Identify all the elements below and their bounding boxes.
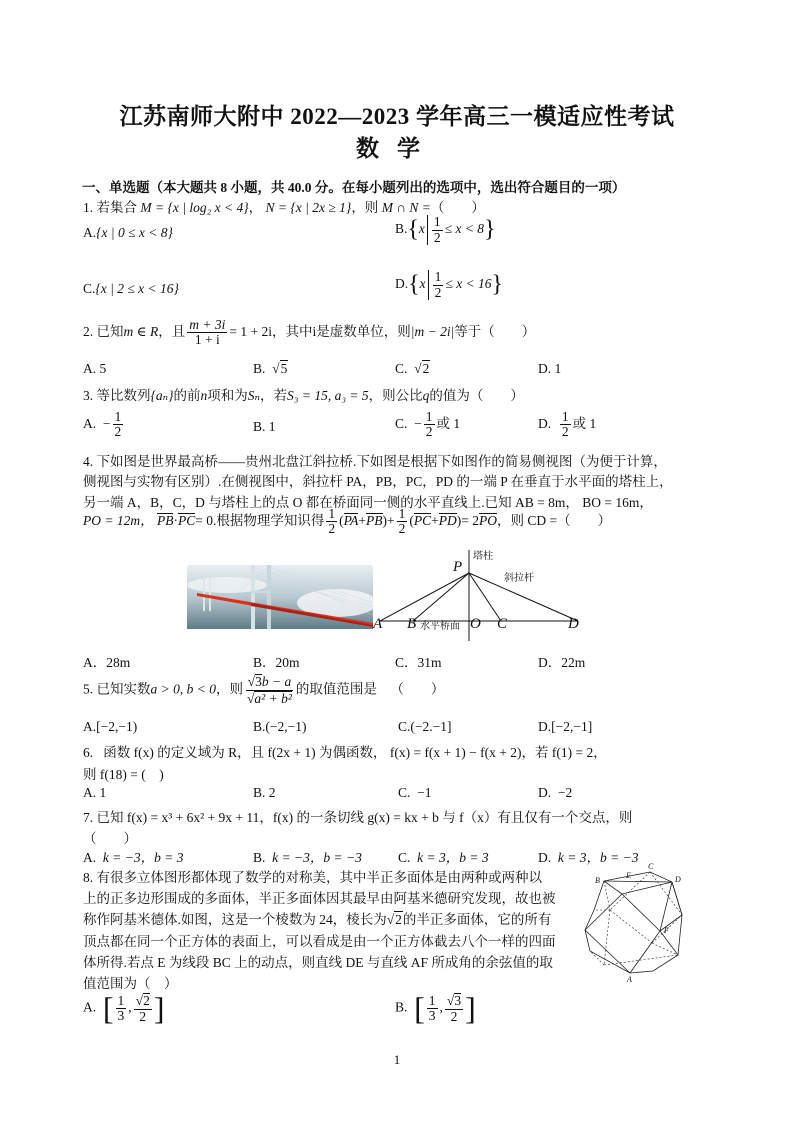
option-text: 22m <box>561 655 586 670</box>
numerator: √3b − a <box>247 674 292 689</box>
math: = 2 <box>461 512 480 528</box>
question-7-line-1 <box>83 806 632 826</box>
option-text: k = −3，b = −3 <box>272 850 362 865</box>
bracket-close: ] <box>153 990 165 1026</box>
polyhedron-outline <box>585 872 682 973</box>
brace-open: { <box>408 271 420 298</box>
sign: − <box>414 415 422 431</box>
option-label: C. <box>398 850 411 865</box>
radicand: 2 <box>143 993 150 1008</box>
option-text: k = 3，b = 3 <box>417 850 489 865</box>
stem-text: ，则 <box>351 200 379 215</box>
label-c: C <box>497 616 508 632</box>
question-number: 5. <box>83 681 94 697</box>
option-label: A. <box>83 999 97 1015</box>
q2-option-b <box>253 361 288 377</box>
q6-option-d <box>538 785 572 801</box>
fraction <box>326 507 337 536</box>
stem-text: 已知 <box>96 323 124 339</box>
option-text: [−2,−1) <box>96 719 138 734</box>
label-deck: 水平桥面 <box>420 621 460 632</box>
option-label: D. <box>395 276 409 292</box>
stem-text: 函数 f(x) 的定义域为 R，且 f(2x + 1) 为偶函数， f(x) = f(x + 1) − f(x + 2)，若 f(1) = 2， <box>103 745 607 760</box>
denominator: 2 <box>425 424 433 440</box>
radicand: 5 <box>280 361 288 376</box>
cable-pa <box>380 573 469 621</box>
option-label: D． <box>538 655 562 670</box>
radicand: 3 <box>255 674 262 689</box>
stem-text: ，且 <box>158 323 186 339</box>
question-8-line-4: 顶点都在同一个正方体的表面上，可以看成是由一个正方体截去八个一样的四面 <box>83 934 556 949</box>
option-label: B. <box>395 999 408 1015</box>
option-label: C. <box>398 785 411 800</box>
denominator: 1 + i <box>194 332 220 348</box>
answer-blank: ，则 CD =（ ） <box>497 512 612 528</box>
fraction <box>397 507 408 536</box>
brace-close: } <box>484 216 496 243</box>
math: + <box>431 512 439 528</box>
vector: PC <box>177 512 196 528</box>
question-4-line-2: 侧视图与实物有区别）.在侧视图中，斜拉杆 PA，PB，PC，PD 的一端 P 在垂直于水平面的塔柱上， <box>83 474 673 489</box>
option-text: 5 <box>99 361 107 376</box>
option-text: ≤ x < 16 <box>445 276 492 292</box>
question-4-line-3: 另一端 A，B，C，D 与塔柱上的点 O 都在桥面同一侧的水平直线上.已知 AB = 8m， BO = 16m， <box>83 495 653 510</box>
answer-blank: （ ） <box>430 200 485 215</box>
option-label: B． <box>253 655 276 670</box>
denominator: √a² + b² <box>246 690 292 706</box>
option-text: k = 3，b = −3 <box>557 850 639 865</box>
denominator: 2 <box>433 229 441 245</box>
sqrt: √2 <box>414 361 430 376</box>
numerator: 1 <box>114 409 122 424</box>
stem-text: 的取值范围是 <box>295 681 377 697</box>
question-3-stem <box>83 384 524 404</box>
question-8-line-1 <box>83 866 542 886</box>
question-4-line-1 <box>83 450 667 470</box>
q1-option-c <box>83 281 179 297</box>
fraction <box>560 410 571 439</box>
option-label: C． <box>395 655 418 670</box>
option-label: B. <box>395 221 408 237</box>
math: + <box>358 512 367 528</box>
stem-text: 有很多立体图形都体现了数学的对称美，其中半正多面体是由两种或两种以 <box>96 870 542 885</box>
option-text: 20m <box>275 655 300 670</box>
option-text: 或 1 <box>436 415 461 431</box>
math: n <box>200 388 208 403</box>
option-label: D. <box>538 785 552 800</box>
exam-subject: 数学 <box>356 136 438 161</box>
numerator: 1 <box>428 992 436 1008</box>
fraction <box>113 410 124 439</box>
numerator: 1 <box>117 992 125 1008</box>
label-d: D <box>568 616 579 632</box>
label-tower: 塔柱 <box>473 551 493 562</box>
q6-option-b <box>253 785 276 801</box>
stem-text: ，其中 <box>271 323 313 339</box>
bracket-open: [ <box>414 990 425 1026</box>
q5-option-a <box>83 719 137 735</box>
option-text: {x | 2 ≤ x < 16} <box>95 281 179 296</box>
option-text: 1 <box>554 361 562 376</box>
stem-text: 是虚数单位，则 <box>316 323 411 339</box>
option-text: (−2.−1] <box>410 719 452 734</box>
vector: PA <box>343 512 359 528</box>
math: PO = 12m， <box>83 512 154 528</box>
option-label: C. <box>395 361 408 376</box>
bracket-open: [ <box>102 990 114 1026</box>
math: + <box>387 512 395 528</box>
label-c: C <box>648 862 654 871</box>
q6-option-a <box>83 785 106 801</box>
math: = 1 + 2i <box>229 323 272 339</box>
question-2-stem <box>83 318 535 347</box>
numerator: √2 <box>135 993 150 1008</box>
math: a > 0, b < 0 <box>150 681 216 697</box>
option-label: A. <box>83 785 97 800</box>
math: S₃ = 15, a₃ = 5 <box>287 388 369 403</box>
stem-text: 已知 f(x) = x³ + 6x² + 9x + 11，f(x) 的一条切线 g(x) = kx + b 与 f（x）有且仅有一个交点，则 <box>96 810 633 825</box>
label-p: P <box>453 559 463 575</box>
denominator: 2 <box>139 1008 147 1024</box>
q2-option-c <box>395 361 430 377</box>
label-b: B <box>407 616 417 632</box>
set-n: N = {x | 2x ≥ 1} <box>265 200 352 215</box>
stem-text: 已知实数 <box>96 681 151 697</box>
bridge-photo-graphic <box>187 565 373 629</box>
option-label: A. <box>83 415 97 431</box>
stem-text: ，若 <box>260 388 288 403</box>
numerator: 1 <box>398 506 406 521</box>
math: {aₙ} <box>150 388 174 403</box>
vector: PC <box>413 512 432 528</box>
q4-option-d <box>538 651 585 671</box>
label-a: A <box>627 975 632 984</box>
q5-option-c <box>398 719 451 735</box>
fraction <box>445 993 463 1024</box>
brace-open: { <box>407 216 419 243</box>
fraction <box>245 674 294 707</box>
vector: PO <box>479 512 498 528</box>
math: i <box>312 323 317 339</box>
answer-blank: 等于（ ） <box>454 323 536 339</box>
radicand: 2 <box>395 912 402 927</box>
label-o: O <box>470 616 481 632</box>
intersection: M ∩ N = <box>381 200 431 215</box>
option-text: {x | 0 ≤ x < 8} <box>96 225 173 240</box>
stem-text: ，则公比 <box>368 388 423 403</box>
question-number: 1. <box>83 200 94 215</box>
option-var: x <box>419 276 426 292</box>
sign: − <box>102 415 111 431</box>
question-7-line-2: （ ） <box>83 831 137 846</box>
label-d: D <box>675 875 681 884</box>
option-text: 31m <box>417 655 442 670</box>
stem-text: 等比数列 <box>96 388 151 403</box>
option-text: 1 <box>268 419 276 434</box>
math: = 0 <box>195 512 213 528</box>
q3-option-c <box>395 410 460 439</box>
fraction <box>427 994 438 1023</box>
denominator: 2 <box>114 424 122 440</box>
denominator: 2 <box>450 1008 458 1024</box>
q5-option-b <box>253 719 306 735</box>
q1-option-a <box>83 225 173 241</box>
math: q <box>422 388 430 403</box>
option-text: k = −3，b = 3 <box>102 850 184 865</box>
question-number: 8. <box>83 870 94 885</box>
option-text: 28m <box>106 655 131 670</box>
q7-option-c <box>398 846 489 866</box>
fraction <box>116 994 127 1023</box>
math: |m − 2i| <box>410 323 455 339</box>
question-number: 4. <box>83 454 94 469</box>
option-label: D. <box>538 415 552 431</box>
bracket-close: ] <box>465 990 476 1026</box>
fraction <box>134 993 152 1024</box>
exam-title: 江苏南师大附中 2022—2023 学年高三一模适应性考试 <box>119 104 675 129</box>
question-8-line-2: 上的正多边形围成的多面体，半正多面体因其最早由阿基米德研究发现，故也被 <box>83 891 556 906</box>
question-6-line-2: 则 f(18) = ( ) <box>83 767 164 782</box>
option-label: A. <box>83 719 97 734</box>
numerator: √3 <box>446 993 462 1008</box>
math: b − a <box>261 674 292 689</box>
q4-option-b <box>253 651 300 671</box>
cuboctahedron-figure <box>582 862 692 985</box>
q2-option-a <box>83 361 106 377</box>
fraction <box>432 215 443 244</box>
sqrt: √5 <box>272 361 288 376</box>
denominator: 2 <box>328 521 336 537</box>
vector: PB <box>366 512 383 528</box>
question-1-stem <box>83 196 485 216</box>
q5-option-d <box>538 719 592 735</box>
question-6-line-1 <box>83 741 607 761</box>
brace-close: } <box>491 271 504 298</box>
q3-option-d <box>538 410 596 439</box>
option-label: B. <box>253 419 266 434</box>
stem-text: 若集合 <box>96 200 137 215</box>
option-text: (−2,−1) <box>265 719 307 734</box>
denominator: 2 <box>398 521 406 537</box>
label-f: F <box>664 926 669 935</box>
option-label: D. <box>538 719 552 734</box>
option-label: A. <box>83 361 97 376</box>
question-4-line-4: PO = 12m， PB·PC= 0.根据物理学知识得 $\frac{1}{2}$ (PA+PB)+ $\frac{1}{2}$ (PC+PD)= 2PO，则 CD =（ ） <box>83 506 612 537</box>
option-var: x <box>418 221 425 237</box>
q7-option-d <box>538 846 638 866</box>
stem-text: ， <box>248 200 263 215</box>
option-label: C. <box>83 281 96 296</box>
page-number: 1 <box>393 1052 401 1067</box>
option-text: 或 1 <box>572 415 597 431</box>
stem-text: ，则 <box>215 681 243 697</box>
bridge-side-view-diagram <box>370 545 595 643</box>
q2-option-d <box>538 361 561 377</box>
answer-blank: 的值为（ ） <box>429 388 524 403</box>
sqrt: √2 <box>386 912 402 927</box>
stem-text: 称作阿基米德体.如图，这是一个棱数为 24，棱长为 <box>83 912 387 927</box>
question-8-line-6: 值范围为（ ） <box>83 976 178 991</box>
option-text: ≤ x < 8 <box>444 221 485 237</box>
bridge-photo <box>187 565 373 629</box>
q4-option-a <box>83 651 130 671</box>
stem-text: 的半正多面体，它的所有 <box>402 912 552 927</box>
q3-option-b <box>253 419 276 435</box>
option-label: D. <box>538 850 552 865</box>
q8-option-b: B. [ $\frac{1}{3}$ , $\frac{√3}{2}$ ] <box>395 990 476 1026</box>
q3-option-a <box>83 410 125 439</box>
set-m: M = {x | log₂ x < 4} <box>140 200 249 215</box>
radicand: a² + b² <box>254 690 292 706</box>
option-text: −1 <box>417 785 432 800</box>
q7-option-a <box>83 846 183 866</box>
numerator: 1 <box>328 506 336 521</box>
option-label: D. <box>538 361 552 376</box>
option-label: C. <box>395 415 408 431</box>
option-text: 2 <box>268 785 276 800</box>
denominator: 3 <box>117 1008 125 1023</box>
denominator: 3 <box>428 1008 436 1023</box>
cable-pb <box>413 573 469 621</box>
label-cable: 斜拉杆 <box>504 573 534 584</box>
math: Sₙ <box>247 388 261 403</box>
q4-option-c <box>395 651 442 671</box>
fraction <box>187 318 227 347</box>
option-text: [−2,−1] <box>551 719 593 734</box>
q6-option-c <box>398 785 432 801</box>
q8-option-a: A. [ $\frac{1}{3}$ , $\frac{√2}{2}$ ] <box>83 990 165 1026</box>
question-8-line-3 <box>83 908 551 928</box>
q1-option-b <box>395 215 496 245</box>
question-8-line-5: 体所得.若点 E 为线段 BC 上的动点，则直线 DE 与直线 AF 所成角的余弦值的取 <box>83 955 553 970</box>
stem-text: 的前 <box>173 388 201 403</box>
numerator: 1 <box>425 409 433 424</box>
label-b: B <box>595 876 600 885</box>
option-label: B. <box>253 850 266 865</box>
radicand: 2 <box>422 361 430 376</box>
question-number: 6. <box>83 745 94 760</box>
numerator: m + 3i <box>189 317 226 332</box>
label-e: E <box>626 871 631 880</box>
numerator: 1 <box>433 214 441 230</box>
stem-text: .根据物理学知识得 <box>213 512 325 528</box>
option-label: B. <box>253 361 266 376</box>
q7-option-b <box>253 846 362 866</box>
q1-option-d <box>395 270 503 300</box>
vector: PD <box>438 512 457 528</box>
question-number: 7. <box>83 810 94 825</box>
option-text: −2 <box>557 785 573 800</box>
option-label: B. <box>253 785 266 800</box>
section-heading: 一、单选题（本大题共 8 小题，共 40.0 分。在每小题列出的选项中，选出符合题目的一项） <box>82 180 626 195</box>
option-label: A. <box>83 225 97 240</box>
question-5-stem <box>83 674 444 707</box>
option-text: 1 <box>99 785 107 800</box>
question-number: 3. <box>83 388 94 403</box>
vector: PB <box>156 512 174 528</box>
numerator: 1 <box>434 269 442 285</box>
option-label: A． <box>83 655 107 670</box>
answer-blank: （ ） <box>390 681 445 697</box>
stem-text: 下如图是世界最高桥——贵州北盘江斜拉桥.下如图是根据下如图作的简易侧视图（为便于计算， <box>96 454 667 469</box>
math: m ∈ R <box>123 323 159 339</box>
option-label: C. <box>398 719 411 734</box>
denominator: 2 <box>561 424 569 440</box>
label-a: A <box>373 616 383 632</box>
option-label: A. <box>83 850 97 865</box>
radicand: 3 <box>454 993 462 1008</box>
option-label: B. <box>253 719 266 734</box>
fraction <box>433 270 444 299</box>
math: · <box>173 512 178 528</box>
denominator: 2 <box>434 284 442 300</box>
question-number: 2. <box>83 323 94 339</box>
numerator: 1 <box>561 409 569 424</box>
stem-text: 项和为 <box>207 388 248 403</box>
fraction <box>424 410 435 439</box>
